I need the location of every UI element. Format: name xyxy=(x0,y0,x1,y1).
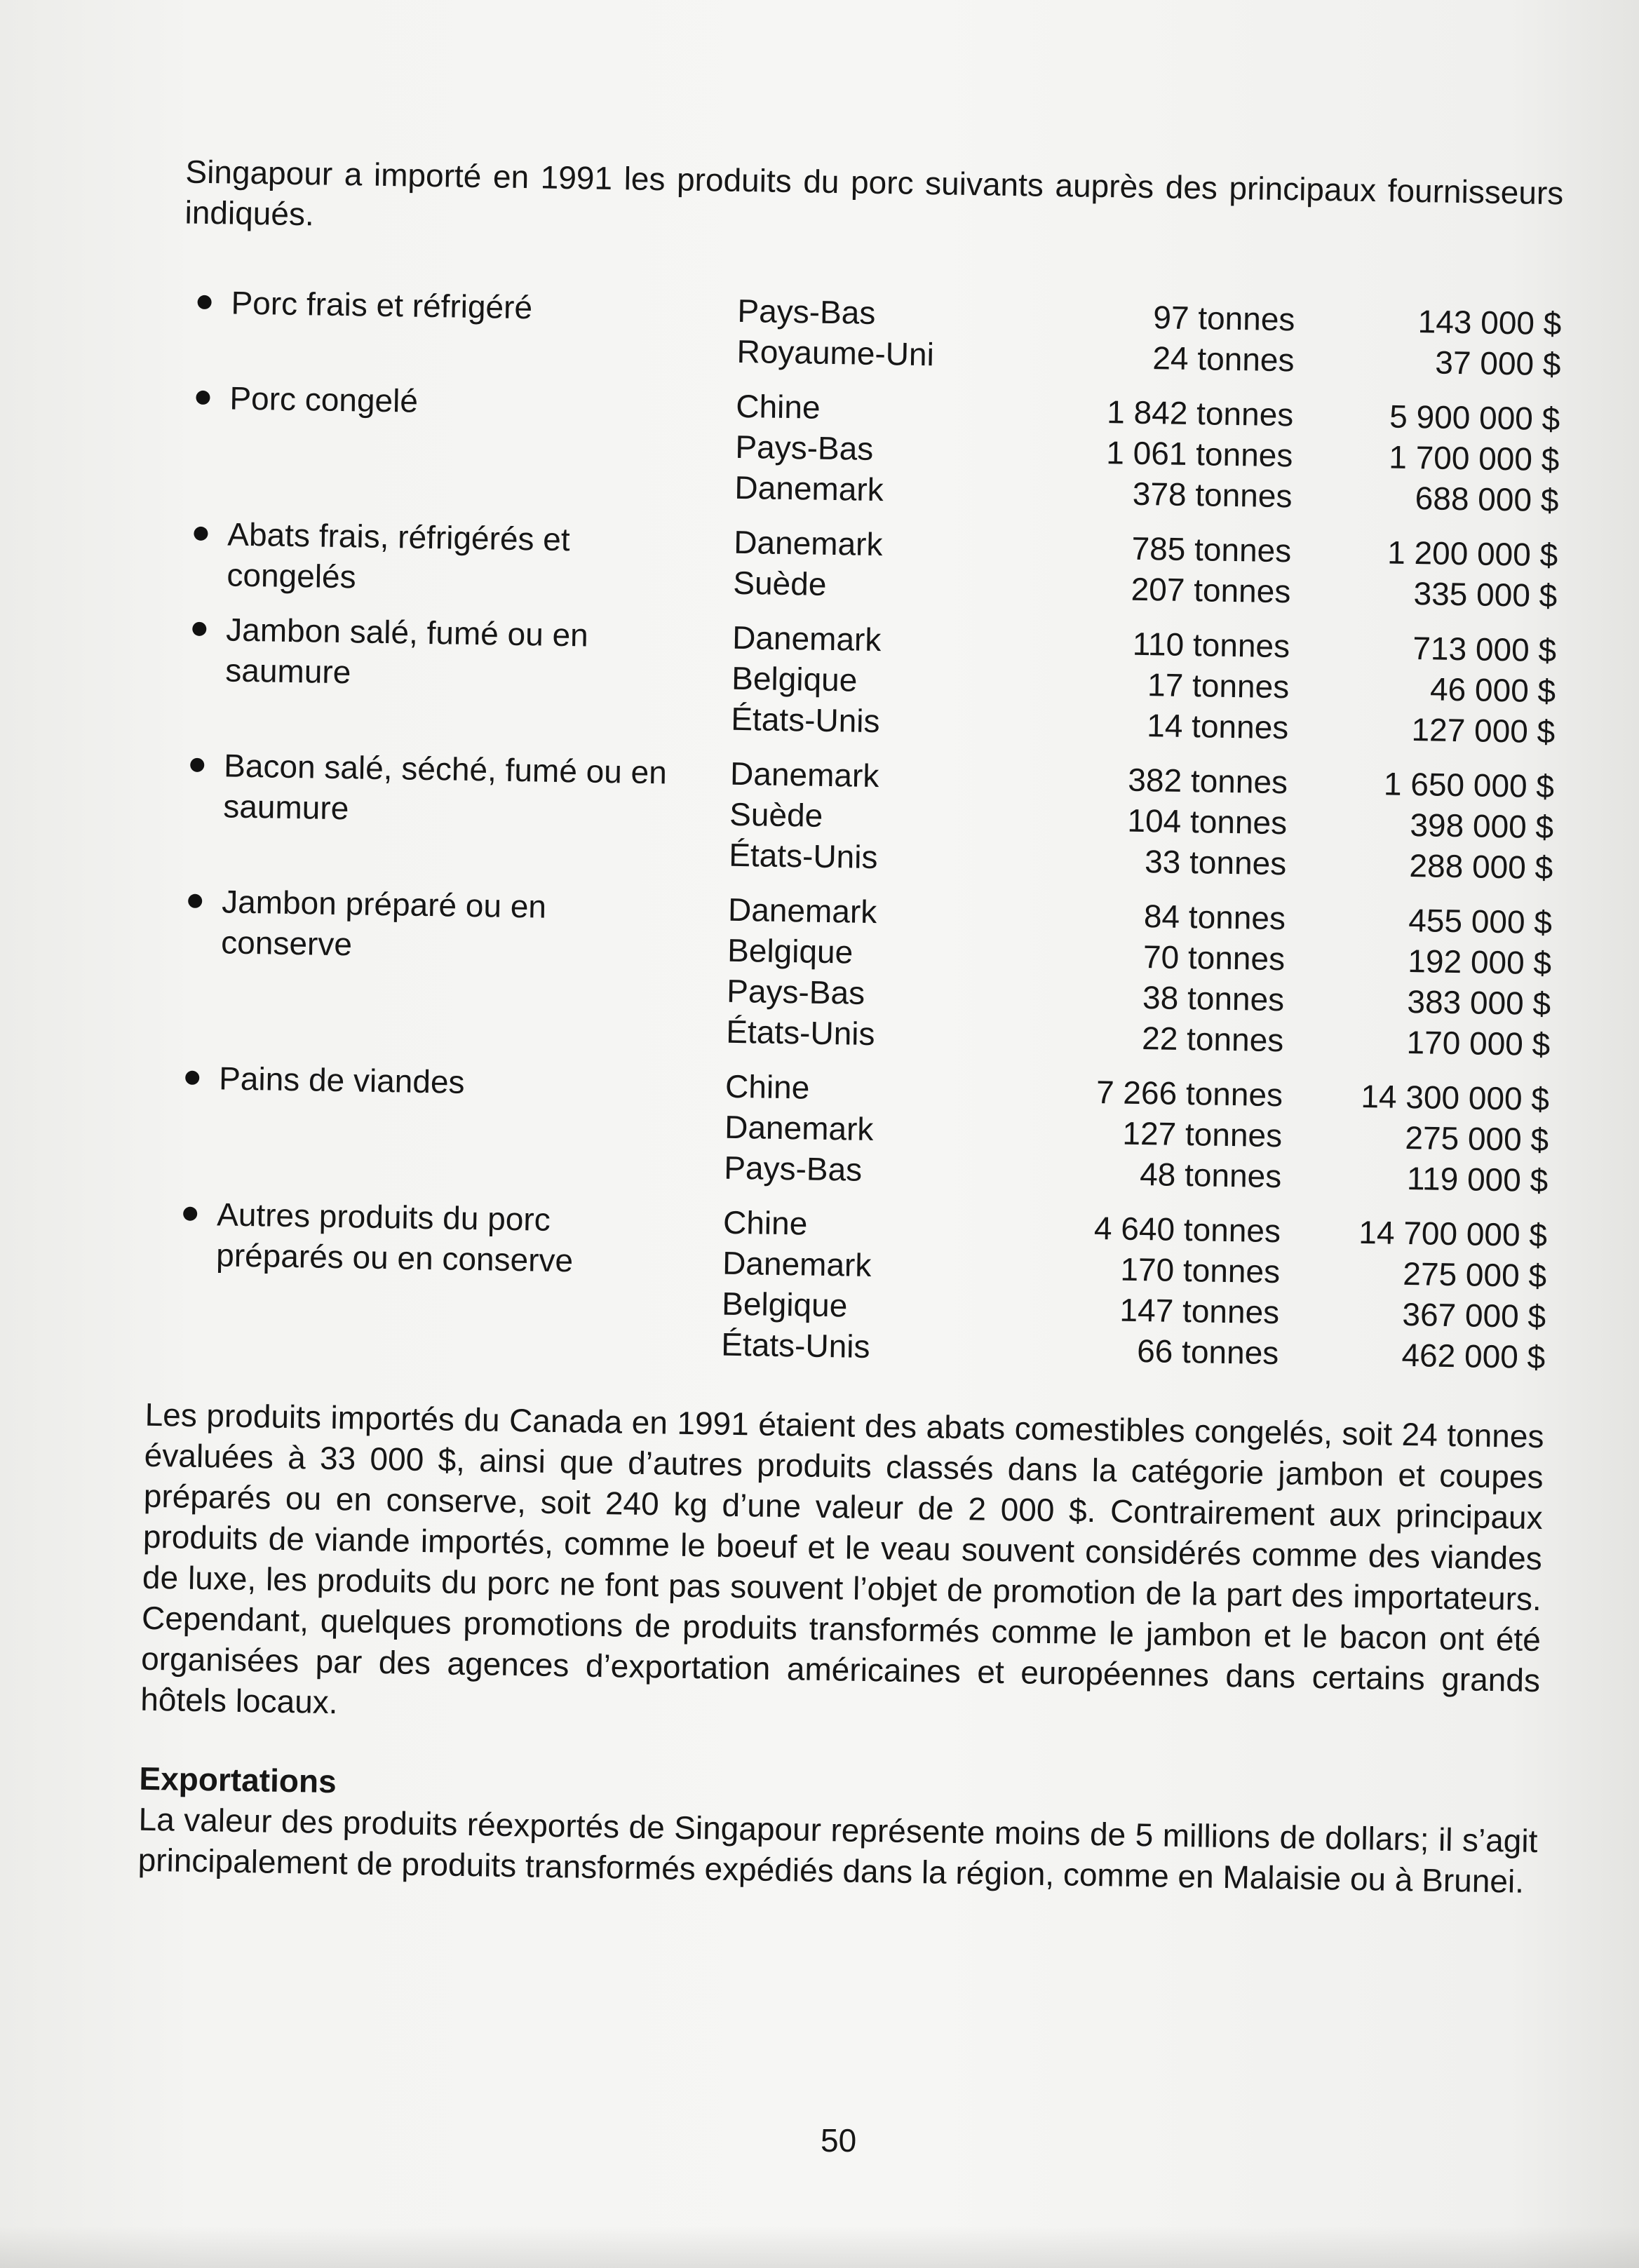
country-cell xyxy=(733,522,1011,621)
page-shadow-edge xyxy=(0,2226,1639,2268)
supplier-country: Suède xyxy=(733,564,827,602)
bullet-icon xyxy=(194,527,208,541)
import-quantity: 147 tonnes xyxy=(1119,1291,1280,1331)
import-quantity: 22 tonnes xyxy=(1141,1020,1284,1059)
product-cell xyxy=(156,608,733,753)
import-product-group xyxy=(146,1193,1548,1391)
imports-table-body xyxy=(146,281,1562,1391)
supplier-country: Pays-Bas xyxy=(723,1149,863,1188)
import-value: 5 900 000 $ xyxy=(1389,398,1560,438)
intro-paragraph: Singapour a importé en 1991 les produits du porc suivants auprès des principaux fournisseurs indiqués. xyxy=(184,153,1564,233)
quantity-cell xyxy=(1013,295,1295,394)
supplier-country: Danemark xyxy=(734,468,884,508)
import-value: 398 000 $ xyxy=(1410,806,1554,846)
product-name: Porc frais et réfrigéré xyxy=(231,284,533,326)
product-name: Jambon préparé ou en conserve xyxy=(220,883,547,963)
value-cell xyxy=(1283,898,1553,1079)
import-quantity: 24 tonnes xyxy=(1152,339,1295,379)
import-quantity: 1 842 tonnes xyxy=(1106,393,1294,433)
supplier-country: États-Unis xyxy=(728,836,878,876)
product-item xyxy=(154,744,731,835)
import-quantity: 378 tonnes xyxy=(1132,475,1293,515)
product-cell xyxy=(158,513,734,617)
product-name: Pains de viandes xyxy=(218,1060,465,1100)
import-quantity: 110 tonnes xyxy=(1132,625,1290,665)
import-value: 275 000 $ xyxy=(1405,1119,1549,1159)
product-name: Autres produits du porc préparés ou en conserve xyxy=(215,1196,574,1279)
import-value: 462 000 $ xyxy=(1401,1336,1546,1376)
import-product-group xyxy=(159,377,1560,534)
value-cell xyxy=(1294,299,1562,398)
value-cell xyxy=(1290,530,1558,630)
exports-paragraph: La valeur des produits réexportés de Singapour représente moins de 5 millions de dollars; il s’agit principalement de produits transformés expédiés dans la région, comme en Malaisie ou à Brunei. xyxy=(137,1800,1538,1900)
supplier-country: États-Unis xyxy=(725,1013,875,1053)
value-cell xyxy=(1288,626,1557,766)
product-cell xyxy=(154,744,731,889)
product-item xyxy=(152,880,729,971)
import-quantity: 4 640 tonnes xyxy=(1093,1210,1281,1250)
bullet-icon xyxy=(196,391,210,405)
import-quantity: 84 tonnes xyxy=(1143,898,1286,937)
import-value: 335 000 $ xyxy=(1413,575,1558,614)
import-quantity: 17 tonnes xyxy=(1147,666,1290,706)
supplier-country: États-Unis xyxy=(730,700,880,740)
product-name: Abats frais, réfrigérés et congelés xyxy=(227,515,571,595)
bullet-icon xyxy=(188,894,202,908)
import-quantity: 127 tonnes xyxy=(1122,1114,1283,1154)
import-value: 192 000 $ xyxy=(1408,942,1552,982)
supplier-country: Pays-Bas xyxy=(735,428,874,467)
product-item xyxy=(158,513,734,603)
page-content xyxy=(137,151,1563,1902)
import-value: 14 300 000 $ xyxy=(1361,1077,1550,1118)
country-cell xyxy=(734,386,1013,526)
supplier-country: Belgique xyxy=(721,1285,848,1324)
supplier-country: Suède xyxy=(729,795,823,834)
product-item xyxy=(161,377,736,426)
country-cell xyxy=(729,753,1008,893)
country-cell xyxy=(736,290,1015,390)
pork-imports-table xyxy=(146,281,1562,1391)
product-cell xyxy=(161,281,738,386)
import-product-group xyxy=(156,608,1557,766)
supplier-country: Chine xyxy=(724,1067,810,1106)
bullet-icon xyxy=(185,1071,199,1085)
quantity-cell xyxy=(1003,893,1286,1074)
bullet-icon xyxy=(190,758,204,772)
product-cell xyxy=(146,1193,724,1379)
product-name: Bacon salé, séché, fumé ou en saumure xyxy=(222,747,668,827)
import-quantity: 207 tonnes xyxy=(1131,570,1291,610)
product-cell xyxy=(149,1057,726,1202)
supplier-country: Chine xyxy=(722,1203,808,1242)
value-cell xyxy=(1286,762,1554,902)
import-value: 14 700 000 $ xyxy=(1358,1213,1548,1254)
import-value: 170 000 $ xyxy=(1406,1023,1551,1063)
country-cell xyxy=(731,617,1010,757)
supplier-country: Danemark xyxy=(733,523,883,563)
import-value: 455 000 $ xyxy=(1408,901,1553,941)
import-quantity: 382 tonnes xyxy=(1128,761,1288,801)
supplier-country: Danemark xyxy=(731,619,882,659)
import-quantity: 97 tonnes xyxy=(1152,299,1295,338)
import-quantity: 14 tonnes xyxy=(1146,707,1289,746)
import-quantity: 170 tonnes xyxy=(1120,1250,1281,1290)
supplier-country: États-Unis xyxy=(720,1325,870,1365)
import-value: 37 000 $ xyxy=(1435,344,1561,383)
import-value: 713 000 $ xyxy=(1412,630,1557,669)
import-value: 383 000 $ xyxy=(1407,983,1551,1022)
import-quantity: 48 tonnes xyxy=(1139,1156,1282,1195)
supplier-country: Chine xyxy=(735,387,821,426)
value-cell xyxy=(1281,1074,1549,1215)
import-product-group xyxy=(151,880,1553,1079)
import-product-group xyxy=(149,1057,1550,1215)
import-product-group xyxy=(154,744,1555,902)
import-value: 1 200 000 $ xyxy=(1387,534,1558,574)
bullet-icon xyxy=(197,295,211,309)
product-name: Porc congelé xyxy=(229,379,419,419)
product-cell xyxy=(151,880,729,1066)
import-value: 275 000 $ xyxy=(1403,1255,1547,1295)
import-value: 127 000 $ xyxy=(1411,711,1556,750)
value-cell xyxy=(1292,394,1560,534)
supplier-country: Belgique xyxy=(731,659,858,698)
product-item xyxy=(162,281,738,331)
quantity-cell xyxy=(1008,621,1290,762)
import-value: 367 000 $ xyxy=(1402,1295,1546,1335)
import-quantity: 70 tonnes xyxy=(1142,938,1286,978)
product-item xyxy=(156,608,733,698)
quantity-cell xyxy=(1011,390,1294,530)
product-name: Jambon salé, fumé ou en saumure xyxy=(224,611,589,691)
supplier-country: Danemark xyxy=(729,755,879,795)
supplier-country: Danemark xyxy=(724,1108,874,1148)
product-item xyxy=(150,1057,726,1107)
quantity-cell xyxy=(998,1206,1281,1387)
import-quantity: 785 tonnes xyxy=(1131,529,1292,569)
import-value: 46 000 $ xyxy=(1429,670,1556,710)
country-cell xyxy=(726,889,1006,1070)
quantity-cell xyxy=(1010,526,1292,626)
country-cell xyxy=(724,1066,1003,1206)
supplier-country: Royaume-Uni xyxy=(736,332,935,373)
bullet-icon xyxy=(192,622,206,636)
supplier-country: Belgique xyxy=(727,931,854,971)
import-value: 1 650 000 $ xyxy=(1383,765,1555,805)
import-value: 143 000 $ xyxy=(1417,303,1562,342)
import-value: 688 000 $ xyxy=(1415,480,1559,519)
import-value: 288 000 $ xyxy=(1409,847,1553,886)
page-number: 50 xyxy=(821,2122,857,2159)
product-cell xyxy=(159,377,736,522)
supplier-country: Danemark xyxy=(727,891,877,931)
import-quantity: 1 061 tonnes xyxy=(1105,434,1293,474)
supplier-country: Pays-Bas xyxy=(726,972,865,1011)
supplier-country: Pays-Bas xyxy=(737,292,876,331)
import-value: 1 700 000 $ xyxy=(1388,438,1560,478)
import-quantity: 33 tonnes xyxy=(1144,843,1287,882)
product-item xyxy=(147,1193,724,1283)
exports-heading: Exportations xyxy=(139,1760,337,1800)
canada-paragraph: Les produits importés du Canada en 1991 étaient des abats comestibles congelés, soit 24 tonnes évaluées à 33 000 $, ainsi que d’autres produits classés dans la catégorie jambon et coupes préparés ou en conserve, soit 240 kg d’une valeur de 2 000 $. Contrairement aux principaux produits de viande importés, comme le boeuf et le veau souvent considérés comme des viandes de luxe, les produits du porc ne font pas souvent l’objet de promotion de la part des importateurs. Cependant, quelques promotions de produits transformés comme le jambon et le bacon ont été organisées par des agences d’exportation américaines et européennes dans certains grands hôtels locaux. xyxy=(140,1396,1544,1721)
supplier-country: Danemark xyxy=(722,1244,872,1284)
import-quantity: 38 tonnes xyxy=(1142,979,1285,1018)
import-quantity: 66 tonnes xyxy=(1136,1332,1279,1372)
quantity-cell xyxy=(1001,1070,1283,1210)
quantity-cell xyxy=(1006,757,1288,898)
country-cell xyxy=(721,1202,1001,1383)
import-quantity: 7 266 tonnes xyxy=(1095,1074,1283,1114)
value-cell xyxy=(1279,1210,1548,1391)
import-value: 119 000 $ xyxy=(1406,1160,1549,1199)
import-quantity: 104 tonnes xyxy=(1127,802,1288,842)
bullet-icon xyxy=(183,1207,197,1221)
